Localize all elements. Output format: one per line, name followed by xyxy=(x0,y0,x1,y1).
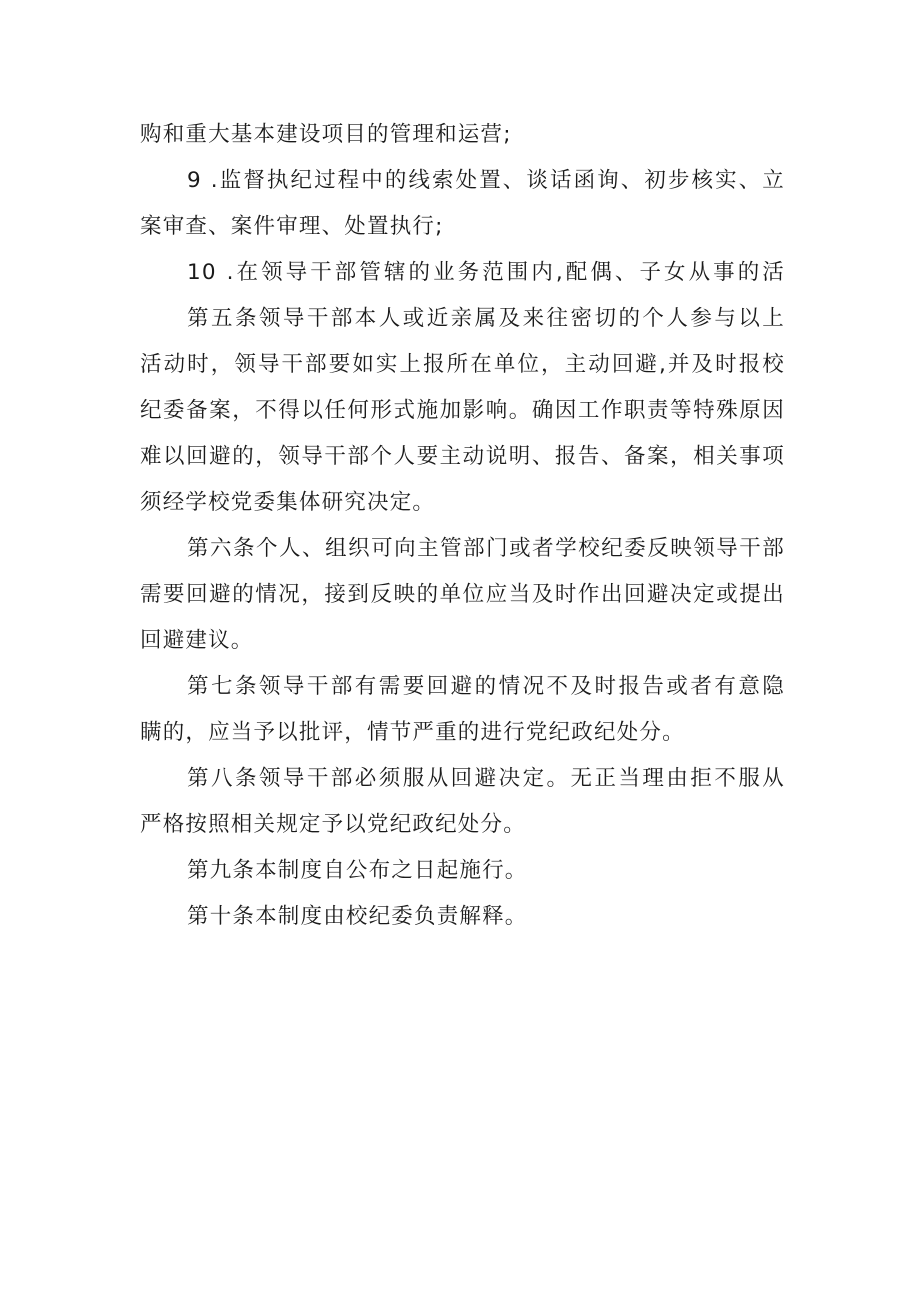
text-line-8: 难以回避的，领导干部个人要主动说明、报告、备案，相关事项 xyxy=(140,444,785,469)
text-line-10: 第六条个人、组织可向主管部门或者学校纪委反映领导干部 xyxy=(187,536,785,561)
text-line-4: 10 .在领导干部管辖的业务范围内,配偶、子女从事的活 xyxy=(187,260,785,285)
document-body xyxy=(140,112,785,940)
text-line-1: 购和重大基本建设项目的管理和运营; xyxy=(140,122,512,147)
text-line-14: 瞒的，应当予以批评，情节严重的进行党纪政纪处分。 xyxy=(140,720,685,745)
text-line-9: 须经学校党委集体研究决定。 xyxy=(140,490,436,515)
text-line-3: 案审查、案件审理、处置执行; xyxy=(140,214,444,239)
text-line-15: 第八条领导干部必须服从回避决定。无正当理由拒不服从 xyxy=(187,766,785,791)
text-line-11: 需要回避的情况，接到反映的单位应当及时作出回避决定或提出 xyxy=(140,582,785,607)
text-line-16: 严格按照相关规定予以党纪政纪处分。 xyxy=(140,812,526,837)
text-line-18: 第十条本制度由校纪委负责解释。 xyxy=(187,904,528,929)
text-line-2: 9 .监督执纪过程中的线索处置、谈话函询、初步核实、立 xyxy=(187,168,785,193)
text-line-7: 纪委备案，不得以任何形式施加影响。确因工作职责等特殊原因 xyxy=(140,398,785,423)
text-line-6: 活动时，领导干部要如实上报所在单位，主动回避,并及时报校 xyxy=(140,352,785,377)
text-line-17: 第九条本制度自公布之日起施行。 xyxy=(187,858,528,883)
text-line-5: 第五条领导干部本人或近亲属及来往密切的个人参与以上 xyxy=(187,306,785,331)
text-line-12: 回避建议。 xyxy=(140,628,254,653)
text-line-13: 第七条领导干部有需要回避的情况不及时报告或者有意隐 xyxy=(187,674,785,699)
